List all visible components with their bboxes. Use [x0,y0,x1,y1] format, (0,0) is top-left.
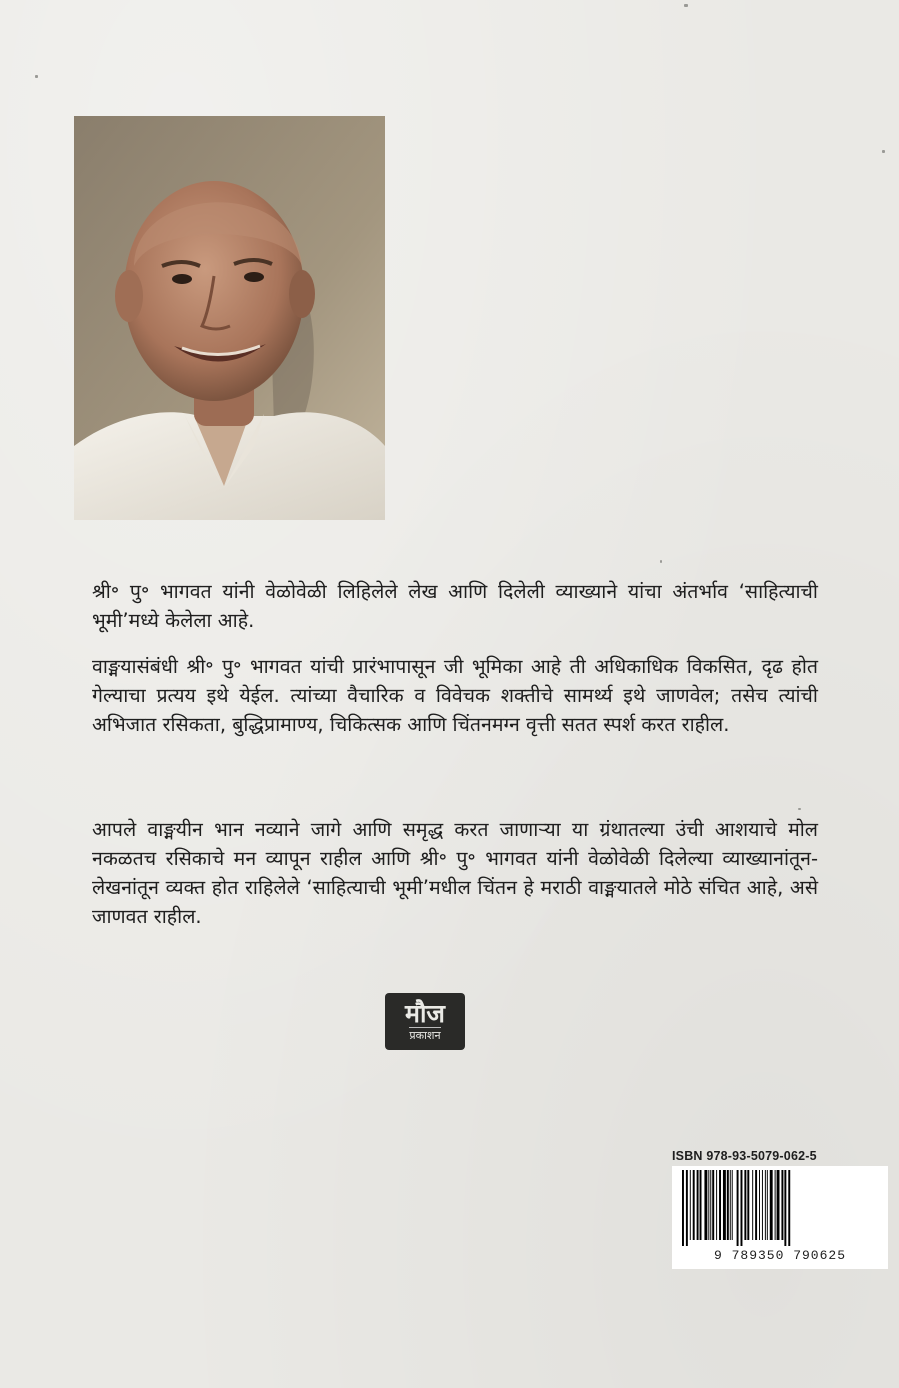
barcode-bar [719,1170,721,1240]
isbn-label: ISBN 978-93-5079-062-5 [672,1149,817,1163]
paragraph-text: वाङ्मयासंबंधी श्री॰ पु॰ भागवत यांची प्रारंभापासून जी भूमिका आहे ती अधिकाधिक विकसित, दृढ होत गेल्याचा प्रत्यय इथे येईल. त्यांच्या वैचारिक व विवेचक शक्तीचे सामर्थ्य इथे जाणवेल; तसेच त्यांची अभिजात रसिकता, बुद्धिप्रामाण्य, चिकित्सक आणि चिंतनमग्न वृत्ती सतत स्पर्श करत राहील. [92,655,818,736]
barcode-bar [710,1170,711,1240]
paper-speck [882,150,885,153]
publisher-logo-subtitle: प्रकाशन [409,1029,441,1042]
paragraph-text: आपले वाङ्मयीन भान नव्याने जागे आणि समृद्ध करत जाणाऱ्या या ग्रंथातल्या उंची आशयाचे मोल नकळतच रसिकाचे मन व्यापून राहील आणि श्री॰ पु॰ भागवत यांनी वेळोवेळी दिलेल्या व्याख्यानांतून-लेखनांतून व्यक्त होत राहिलेले ‘साहित्याची भूमी’मधील चिंतन हे मराठी वाङ्मयातले मोठे संचित आहे, असे जाणवत राहील. [92,818,818,928]
barcode-digits: 9 789350 790625 [713,1248,847,1263]
barcode-bar [744,1170,746,1240]
paragraph-text: श्री॰ पु॰ भागवत यांनी वेळोवेळी लिहिलेले लेख आणि दिलेली व्याख्याने यांचा अंतर्भाव ‘साहित्याची भूमी’मध्ये केलेला आहे. [92,580,818,632]
paper-speck [798,808,801,810]
barcode-bar [747,1170,749,1240]
barcode-bar [765,1170,766,1240]
barcode-bar [686,1170,688,1246]
barcode-bars [682,1170,878,1246]
author-photo [74,116,385,520]
description-paragraph-3 [92,815,818,931]
barcode-bar [682,1170,684,1246]
barcode-bar [697,1170,699,1240]
paper-speck [684,4,688,7]
barcode-bar [752,1170,753,1240]
barcode-bar [700,1170,702,1240]
barcode-bar [767,1170,768,1240]
barcode-bar [759,1170,760,1240]
barcode-bar [690,1170,691,1240]
barcode-bar [770,1170,773,1240]
barcode-bar [788,1170,790,1246]
barcode-bar [704,1170,707,1240]
barcode-bar [708,1170,709,1240]
publisher-logo [385,993,465,1050]
barcode-bar [732,1170,733,1240]
barcode-bar [723,1170,726,1240]
barcode-bar [693,1170,695,1240]
barcode-bar [775,1170,776,1240]
barcode-bar [741,1170,743,1246]
barcode-bar [716,1170,717,1240]
barcode-bar [777,1170,780,1240]
barcode-bar [727,1170,729,1240]
paper-speck [660,560,662,563]
barcode-bar [730,1170,731,1240]
barcode-bar [737,1170,739,1246]
barcode-bar [781,1170,783,1240]
barcode-bar [755,1170,757,1240]
publisher-logo-name: मौज [405,999,445,1028]
barcode [672,1166,888,1269]
barcode-bar [712,1170,714,1240]
barcode-bar [762,1170,763,1240]
paper-speck [35,75,38,78]
description-paragraph-2 [92,652,818,739]
description-paragraph-1 [92,577,818,635]
author-portrait-illustration [74,116,385,520]
barcode-bar [784,1170,786,1246]
